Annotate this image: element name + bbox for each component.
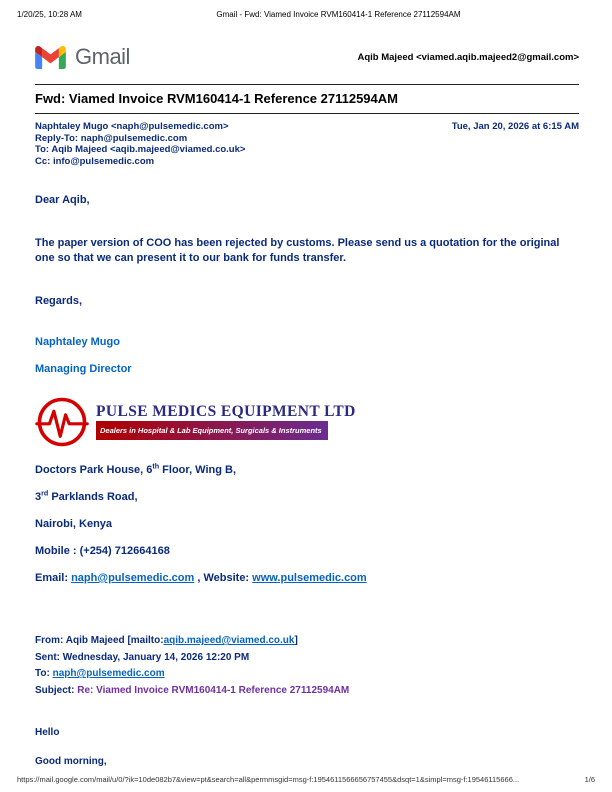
account-email: Aqib Majeed <viamed.aqib.majeed2@gmail.com> (357, 51, 579, 63)
signature-website-link[interactable]: www.pulsemedic.com (252, 572, 367, 584)
cc-label: Cc: (35, 155, 51, 167)
date-value: Tue, Jan 20, 2026 at 6:15 AM (451, 121, 579, 132)
divider-above-subject (35, 84, 579, 85)
email-content (35, 40, 579, 770)
gmail-m-icon (35, 46, 66, 69)
address-line-2: 3rd Parklands Road, (35, 489, 138, 503)
cc-row (35, 156, 579, 168)
quoted-goodmorning-line: Good morning, (35, 755, 107, 767)
reply-to-value: naph@pulsemedic.com (80, 132, 188, 144)
quoted-sent-label: Sent: (35, 651, 60, 663)
sender-name-link[interactable]: Naphtaley Mugo (35, 336, 120, 348)
company-logo-text (96, 404, 356, 440)
gmail-header-row (35, 40, 579, 74)
quoted-sent-row (35, 650, 579, 667)
cc-value: info@pulsemedic.com (52, 155, 155, 167)
quoted-to-email-link[interactable]: naph@pulsemedic.com (52, 668, 165, 679)
ordinal-sup: th (152, 462, 160, 471)
quoted-subject-value: Re: Viamed Invoice RVM160414-1 Reference 27112594AM (77, 684, 350, 696)
print-header (17, 10, 595, 19)
signature-email-link[interactable]: naph@pulsemedic.com (71, 572, 195, 584)
to-label: To: (35, 144, 50, 155)
quoted-subject-row (35, 683, 579, 700)
company-tagline: Dealers in Hospital & Lab Equipment, Surgicals & Instruments (96, 421, 328, 440)
from-date-row (35, 121, 579, 133)
company-name: PULSE MEDICS EQUIPMENT LTD (96, 403, 356, 420)
address-line-1: Doctors Park House, 6th Floor, Wing B, (35, 462, 237, 476)
reply-to-label: Reply-To: (35, 132, 79, 144)
quoted-subject-label: Subject: (35, 684, 75, 696)
company-logo (35, 395, 356, 449)
quoted-from-row: From: Aqib Majeed [mailto:aqib.majeed@viamed.co.uk] (35, 635, 298, 646)
quoted-to-row (35, 666, 579, 683)
sender-title-link[interactable]: Managing Director (35, 363, 132, 375)
greeting-line: Dear Aqib, (35, 194, 90, 206)
print-footer (17, 775, 595, 784)
to-value: Aqib Majeed <aqib.majeed@viamed.co.uk> (51, 144, 246, 155)
quoted-to-label: To: (35, 668, 50, 679)
signature-address (35, 463, 579, 585)
print-footer-url: https://mail.google.com/mail/u/0/?ik=10de082b7&view=pt&search=all&permmsgid=msg-f:1954611566656757455&dsqt=1&simpl=msg-f:19546115666... (17, 775, 520, 784)
gmail-logo (35, 44, 130, 70)
message-header (35, 121, 579, 167)
regards-line: Regards, (35, 295, 83, 307)
quoted-from-email-link[interactable]: aqib.majeed@viamed.co.uk (163, 635, 295, 646)
quoted-hello-line: Hello (35, 727, 60, 738)
ecg-heartbeat-icon (35, 395, 89, 449)
email-body (35, 193, 579, 770)
email-subject-title: Fwd: Viamed Invoice RVM160414-1 Reference 27112594AM (35, 91, 398, 106)
quoted-sent-value: Wednesday, January 14, 2026 12:20 PM (62, 651, 250, 663)
gmail-wordmark: Gmail (75, 44, 130, 69)
body-paragraph: The paper version of COO has been rejected by customs. Please send us a quotation for the original one so that we can present it to our bank for funds transfer. (35, 237, 560, 264)
divider-below-subject (35, 113, 579, 114)
reply-to-row (35, 133, 579, 145)
print-timestamp: 1/20/25, 10:28 AM (17, 10, 82, 19)
address-line-3: Nairobi, Kenya (35, 518, 113, 530)
website-label: , Website: (197, 572, 250, 584)
mobile-line: Mobile : (+254) 712664168 (35, 545, 170, 557)
print-doc-title: Gmail - Fwd: Viamed Invoice RVM160414-1 Reference 27112594AM (216, 10, 461, 19)
print-footer-page: 1/6 (584, 775, 595, 784)
from-value: Naphtaley Mugo <naph@pulsemedic.com> (35, 121, 229, 132)
email-label: Email: (35, 572, 69, 584)
quoted-message-header (35, 633, 579, 770)
ordinal-sup: rd (41, 489, 49, 498)
email-website-line (35, 571, 579, 585)
quoted-from-label: From: (35, 635, 64, 646)
to-row (35, 144, 579, 156)
